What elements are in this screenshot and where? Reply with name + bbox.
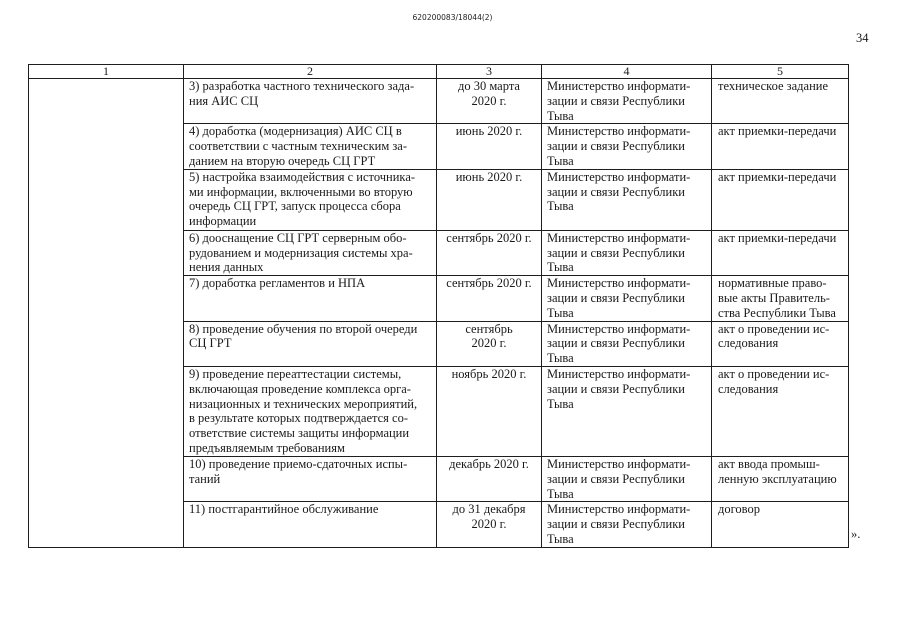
deadline-cell: сентябрь 2020 г. — [437, 321, 542, 366]
result-cell: акт приемки-передачи — [712, 124, 849, 169]
result-cell: акт приемки-передачи — [712, 169, 849, 230]
deadline-cell: до 31 декабря 2020 г. — [437, 502, 542, 548]
column-number-1: 1 — [29, 65, 184, 79]
responsible-cell: Министерство информати- зации и связи Республики Тыва — [542, 169, 712, 230]
stage-cell: 3) разработка частного технического зада- ния АИС СЦ — [184, 79, 437, 124]
responsible-cell: Министерство информати- зации и связи Республики Тыва — [542, 321, 712, 366]
deadline-cell: сентябрь 2020 г. — [437, 230, 542, 275]
page-number: 34 — [856, 31, 869, 45]
result-cell: договор — [712, 502, 849, 548]
responsible-cell: Министерство информати- зации и связи Республики Тыва — [542, 366, 712, 456]
deadline-cell: июнь 2020 г. — [437, 169, 542, 230]
table-row — [29, 79, 849, 124]
deadline-cell: сентябрь 2020 г. — [437, 276, 542, 321]
stage-cell: 7) доработка регламентов и НПА — [184, 276, 437, 321]
column-number-3: 3 — [437, 65, 542, 79]
stage-cell: 5) настройка взаимодействия с источника- ми информации, включенными во вторую очередь СЦ ГРТ, запуск процесса сбора информации — [184, 169, 437, 230]
column-number-2: 2 — [184, 65, 437, 79]
responsible-cell: Министерство информати- зации и связи Республики Тыва — [542, 124, 712, 169]
registration-number: 620200083/18044(2) — [412, 13, 493, 22]
deadline-cell: декабрь 2020 г. — [437, 456, 542, 501]
stage-cell: 9) проведение переаттестации системы, включающая проведение комплекса орга- низационных и технических мероприятий, в результате которых подтверждается со- ответствие системы защиты информации предъявляемым требованиям — [184, 366, 437, 456]
result-cell: акт о проведении ис- следования — [712, 321, 849, 366]
merged-first-column-cell — [29, 79, 184, 548]
deadline-cell: июнь 2020 г. — [437, 124, 542, 169]
deadline-cell: до 30 марта 2020 г. — [437, 79, 542, 124]
responsible-cell: Министерство информати- зации и связи Республики Тыва — [542, 502, 712, 548]
result-cell: техническое задание — [712, 79, 849, 124]
responsible-cell: Министерство информати- зации и связи Республики Тыва — [542, 230, 712, 275]
result-cell: акт приемки-передачи — [712, 230, 849, 275]
result-cell: акт о проведении ис- следования — [712, 366, 849, 456]
result-cell: акт ввода промыш- ленную эксплуатацию — [712, 456, 849, 501]
stage-cell: 4) доработка (модернизация) АИС СЦ в соответствии с частным техническим за- данием на вторую очередь СЦ ГРТ — [184, 124, 437, 169]
responsible-cell: Министерство информати- зации и связи Республики Тыва — [542, 276, 712, 321]
closing-quote-mark: ». — [851, 527, 861, 541]
stage-cell: 8) проведение обучения по второй очереди СЦ ГРТ — [184, 321, 437, 366]
result-cell: нормативные право- вые акты Правитель- ства Республики Тыва — [712, 276, 849, 321]
stage-cell: 6) дооснащение СЦ ГРТ серверным обо- рудованием и модернизация системы хра- нения данных — [184, 230, 437, 275]
column-number-4: 4 — [542, 65, 712, 79]
responsible-cell: Министерство информати- зации и связи Республики Тыва — [542, 79, 712, 124]
schedule-table — [28, 64, 849, 548]
column-number-row — [29, 65, 849, 79]
deadline-cell: ноябрь 2020 г. — [437, 366, 542, 456]
column-number-5: 5 — [712, 65, 849, 79]
stage-cell: 10) проведение приемо-сдаточных испы- таний — [184, 456, 437, 501]
responsible-cell: Министерство информати- зации и связи Республики Тыва — [542, 456, 712, 501]
stage-cell: 11) постгарантийное обслуживание — [184, 502, 437, 548]
